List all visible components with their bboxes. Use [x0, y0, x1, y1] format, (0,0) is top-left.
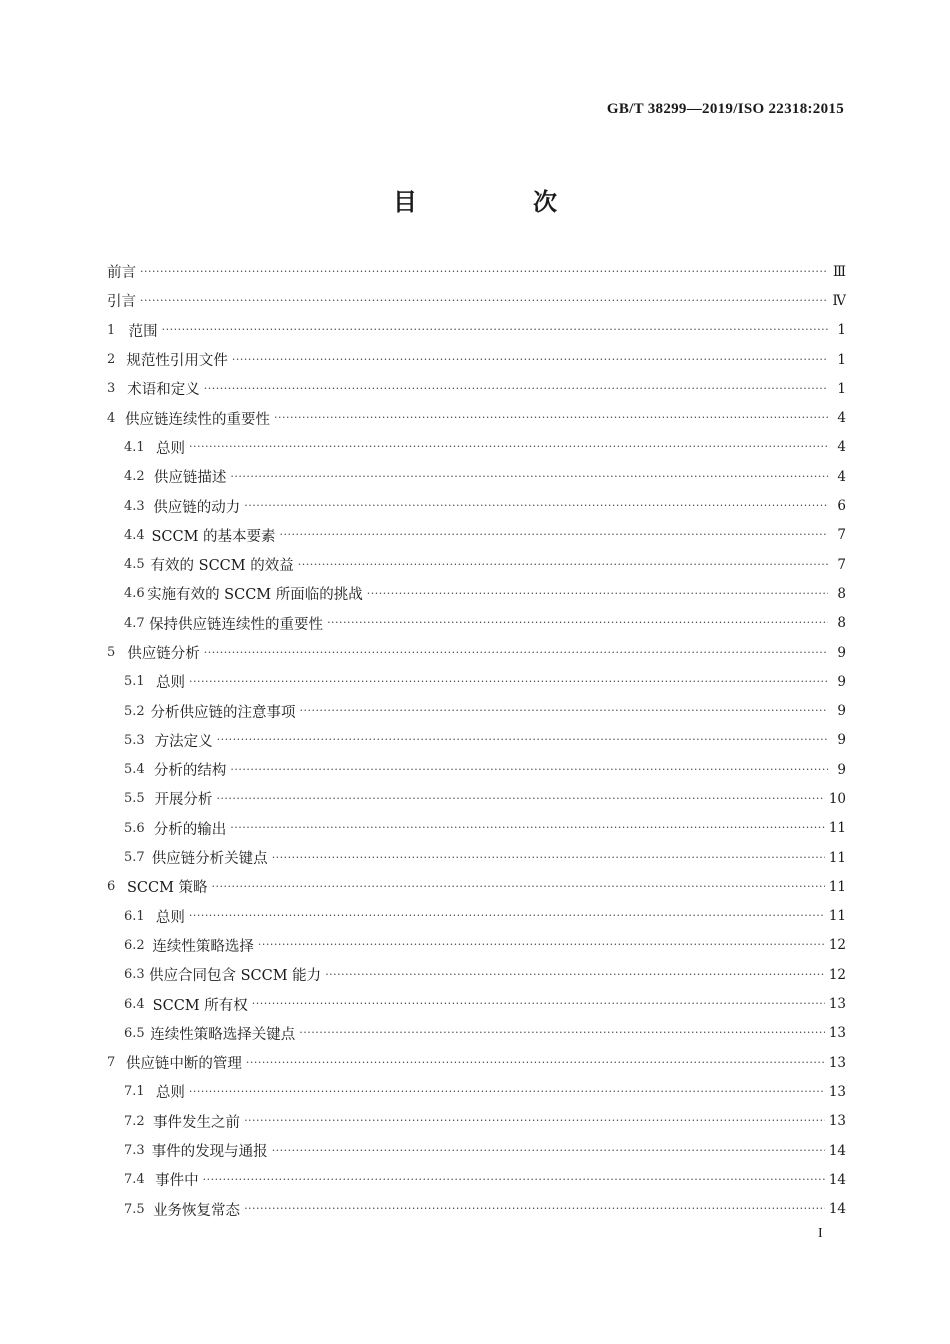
dot-leader [244, 1112, 825, 1130]
toc-entry-number: 3 [107, 381, 116, 397]
toc-entry[interactable] [107, 667, 846, 696]
toc-entry-page: 13 [828, 1083, 846, 1100]
toc-entry-page: 11 [828, 878, 846, 895]
toc-entry[interactable] [107, 462, 846, 491]
toc-entry[interactable] [107, 638, 846, 667]
toc-entry[interactable] [107, 1136, 846, 1165]
dot-leader [212, 878, 825, 896]
toc-entry-title: 供应链描述 [153, 470, 227, 487]
toc-entry-page: 9 [837, 703, 846, 720]
toc-entry-page: 13 [828, 1025, 846, 1042]
dot-leader [232, 351, 828, 369]
toc-entry-title: 供应链连续性的重要性 [125, 411, 271, 428]
toc-entry-page: 4 [837, 468, 846, 485]
toc-entry-title: 总则 [155, 440, 185, 457]
toc-entry-title: SCCM 所有权 [152, 997, 248, 1014]
dot-leader [140, 263, 828, 281]
toc-entry-title: 开展分析 [154, 792, 213, 809]
dot-leader [246, 1054, 825, 1072]
toc-entry-number: 5.5 [124, 791, 145, 807]
toc-entry[interactable] [107, 784, 846, 813]
dot-leader [325, 966, 825, 984]
toc-entry-title: 连续性策略选择 [152, 938, 254, 955]
toc-entry[interactable] [107, 550, 846, 579]
toc-entry-number: 7 [107, 1055, 116, 1071]
toc-entry-page: Ⅳ [832, 292, 846, 309]
toc-entry-title: 实施有效的 SCCM 所面临的挑战 [147, 587, 363, 604]
toc-entry-number: 6.2 [124, 937, 145, 953]
toc-entry[interactable] [107, 374, 846, 403]
toc-entry[interactable] [107, 1077, 846, 1106]
page-number: I [818, 1226, 823, 1241]
dot-leader [189, 438, 828, 456]
toc-entry-page: 1 [837, 380, 846, 397]
toc-entry-title: 分析的结构 [153, 763, 227, 780]
dot-leader [189, 673, 828, 691]
toc-entry-number: 5.1 [124, 674, 145, 690]
toc-entry-title: 业务恢复常态 [153, 1202, 241, 1219]
toc-entry-page: 11 [828, 849, 846, 866]
toc-entry-number: 5.4 [124, 762, 145, 778]
dot-leader [162, 321, 828, 339]
toc-entry[interactable] [107, 1107, 846, 1136]
toc-entry[interactable] [107, 755, 846, 784]
dot-leader [299, 1024, 825, 1042]
toc-entry-number: 5.3 [124, 732, 145, 748]
dot-leader [327, 614, 828, 632]
toc-entry-title: SCCM 策略 [126, 880, 208, 897]
toc-entry-page: 4 [837, 439, 846, 456]
dot-leader [204, 644, 828, 662]
toc-entry[interactable] [107, 696, 846, 725]
toc-entry[interactable] [107, 491, 846, 520]
toc-entry-number: 4.2 [124, 469, 145, 485]
toc-entry-page: 13 [828, 1054, 846, 1071]
toc-entry-title: 前言 [107, 265, 136, 282]
toc-entry-page: 11 [828, 820, 846, 837]
table-of-contents [107, 257, 846, 1224]
toc-entry-title: 分析供应链的注意事项 [150, 704, 296, 721]
toc-entry-page: 9 [837, 644, 846, 661]
toc-entry[interactable] [107, 1048, 846, 1077]
toc-entry-page: 7 [837, 556, 846, 573]
toc-entry-number: 4 [107, 410, 116, 426]
toc-entry-number: 1 [107, 322, 116, 338]
toc-entry-page: Ⅲ [832, 263, 846, 280]
toc-entry-number: 4.3 [124, 498, 145, 514]
dot-leader [280, 526, 828, 544]
toc-entry-title: 事件中 [155, 1173, 199, 1190]
toc-entry[interactable] [107, 345, 846, 374]
toc-entry-page: 8 [837, 585, 846, 602]
dot-leader [298, 556, 828, 574]
toc-entry-number: 7.5 [124, 1201, 145, 1217]
dot-leader [203, 1171, 825, 1189]
toc-entry-number: 4.1 [124, 439, 145, 455]
toc-entry-number: 6.4 [124, 996, 145, 1012]
toc-entry-title: 规范性引用文件 [126, 353, 228, 370]
toc-entry-title: 有效的 SCCM 的效益 [150, 558, 294, 575]
toc-entry-title: 供应合同包含 SCCM 能力 [149, 968, 322, 985]
toc-entry-number: 4.4 [124, 527, 145, 543]
toc-entry[interactable] [107, 609, 846, 638]
toc-entry[interactable] [107, 286, 846, 315]
toc-entry[interactable] [107, 257, 846, 286]
dot-leader [204, 380, 828, 398]
toc-entry-title: 总则 [155, 1085, 185, 1102]
toc-entry[interactable] [107, 843, 846, 872]
dot-leader [217, 731, 828, 749]
toc-entry-number: 6.5 [124, 1025, 145, 1041]
toc-entry-title: 供应链的动力 [153, 499, 241, 516]
toc-entry-number: 4.6 [124, 586, 145, 602]
toc-entry-number: 6.3 [124, 967, 145, 983]
toc-entry-number: 7.2 [124, 1113, 145, 1129]
toc-entry-page: 12 [828, 937, 846, 954]
toc-entry-title: 事件发生之前 [153, 1114, 241, 1131]
toc-entry-title: SCCM 的基本要素 [151, 528, 276, 545]
toc-entry-number: 5.6 [124, 820, 145, 836]
dot-leader [252, 995, 825, 1013]
toc-entry-title: 事件的发现与通报 [151, 1144, 268, 1161]
dot-leader [230, 819, 825, 837]
toc-entry-title: 供应链分析关键点 [151, 851, 268, 868]
toc-entry-page: 10 [828, 790, 846, 807]
toc-entry[interactable] [107, 1165, 846, 1194]
toc-entry-number: 6.1 [124, 908, 145, 924]
toc-entry-page: 12 [828, 966, 846, 983]
toc-entry-page: 14 [828, 1201, 846, 1218]
toc-entry-page: 9 [837, 761, 846, 778]
dot-leader [140, 292, 828, 310]
toc-entry-page: 8 [837, 615, 846, 632]
toc-entry-number: 7.4 [124, 1172, 145, 1188]
toc-entry-number: 5.7 [124, 850, 145, 866]
toc-entry[interactable] [107, 579, 846, 608]
dot-leader [258, 936, 825, 954]
toc-entry-number: 5 [107, 645, 116, 660]
toc-entry-page: 14 [828, 1171, 846, 1188]
toc-entry-number: 4.7 [124, 615, 145, 631]
toc-entry-page: 14 [828, 1142, 846, 1159]
toc-entry[interactable] [107, 989, 846, 1018]
dot-leader [189, 907, 825, 925]
toc-entry[interactable] [107, 433, 846, 462]
dot-leader [216, 790, 824, 808]
toc-entry-title: 引言 [107, 294, 136, 311]
dot-leader [299, 702, 828, 720]
toc-entry-title: 连续性策略选择关键点 [150, 1026, 296, 1043]
toc-entry-page: 11 [828, 908, 846, 925]
dot-leader [272, 1142, 825, 1160]
toc-entry[interactable] [107, 403, 846, 432]
toc-entry-number: 7.1 [124, 1084, 145, 1100]
toc-entry-title: 范围 [128, 323, 158, 340]
toc-entry[interactable] [107, 814, 846, 843]
toc-entry[interactable] [107, 726, 846, 755]
dot-leader [244, 1200, 825, 1218]
toc-entry-title: 供应链中断的管理 [125, 1056, 242, 1073]
toc-entry-page: 13 [828, 996, 846, 1013]
toc-entry[interactable] [107, 1195, 846, 1224]
toc-entry[interactable] [107, 521, 846, 550]
toc-entry-title: 供应链分析 [127, 646, 200, 662]
standard-code: GB/T 38299—2019/ISO 22318:2015 [606, 101, 844, 117]
toc-entry-title: 保持供应链连续性的重要性 [149, 616, 324, 633]
toc-entry-page: 9 [837, 673, 846, 690]
toc-entry-page: 1 [837, 322, 846, 339]
dot-leader [367, 585, 828, 603]
toc-entry-page: 7 [837, 527, 846, 544]
toc-entry-number: 4.5 [124, 557, 145, 573]
toc-entry[interactable] [107, 902, 846, 931]
toc-entry-page: 4 [837, 410, 846, 427]
toc-entry-number: 6 [107, 879, 116, 895]
toc-entry-page: 6 [837, 498, 846, 515]
toc-entry[interactable] [107, 960, 846, 989]
toc-entry-page: 9 [837, 732, 846, 749]
dot-leader [274, 409, 828, 427]
toc-entry-number: 7.3 [124, 1143, 145, 1159]
toc-entry-title: 术语和定义 [127, 382, 200, 399]
toc-entry[interactable] [107, 931, 846, 960]
toc-entry[interactable] [107, 872, 846, 901]
dot-leader [272, 849, 825, 867]
dot-leader [230, 468, 828, 486]
toc-entry-title: 分析的输出 [153, 821, 227, 838]
toc-entry-number: 5.2 [124, 703, 145, 719]
toc-entry-title: 总则 [155, 909, 185, 926]
dot-leader [244, 497, 828, 515]
toc-entry[interactable] [107, 316, 846, 345]
toc-entry-title: 总则 [155, 675, 185, 692]
dot-leader [189, 1083, 825, 1101]
toc-entry-page: 1 [837, 351, 846, 368]
toc-entry-page: 13 [828, 1113, 846, 1130]
toc-entry[interactable] [107, 1019, 846, 1048]
toc-entry-title: 方法定义 [154, 733, 213, 750]
toc-entry-number: 2 [107, 352, 116, 368]
dot-leader [230, 761, 828, 779]
page-title: 目 次 [393, 188, 603, 216]
